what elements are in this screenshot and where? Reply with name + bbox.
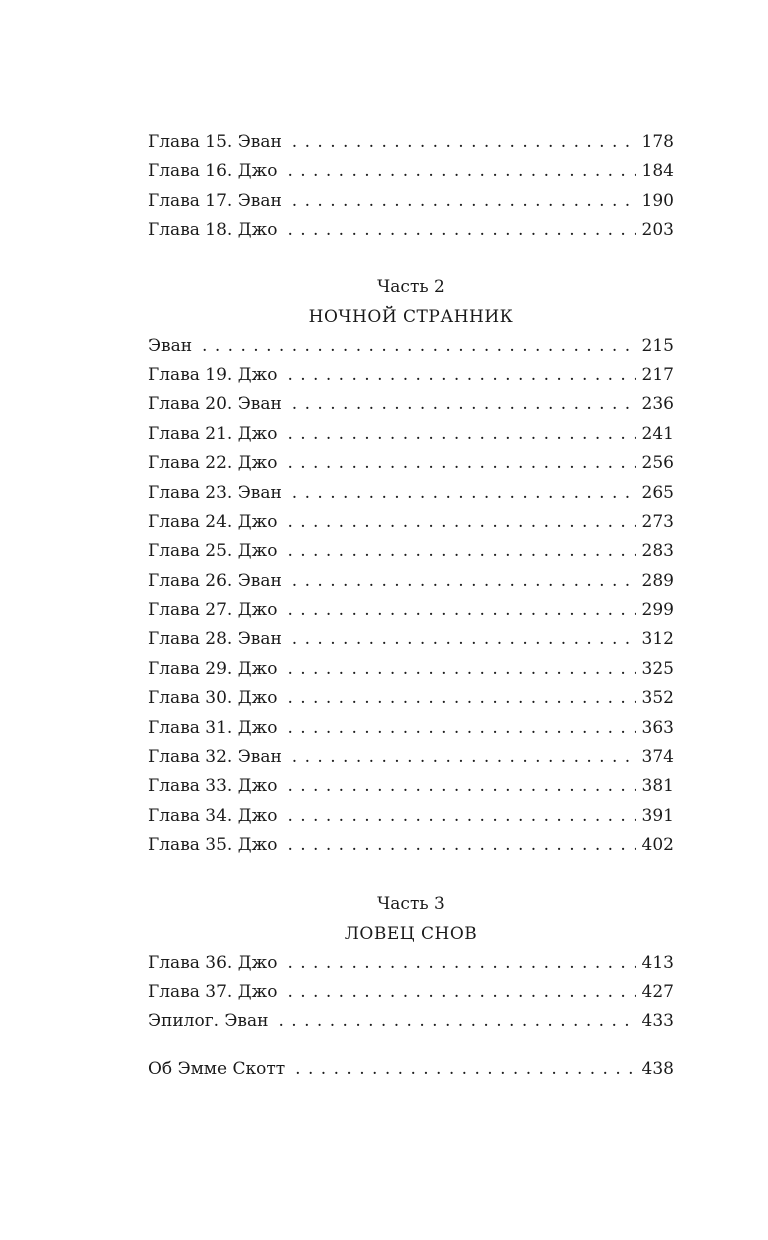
toc-entry[interactable] [148, 128, 674, 157]
toc-entry-title: Глава 35. Джо [148, 835, 278, 856]
toc-entry-title: Глава 31. Джо [148, 717, 278, 738]
toc-entry-title: Глава 33. Джо [148, 776, 278, 797]
toc-entry-title: Глава 15. Эван [148, 132, 282, 152]
table-of-contents [148, 128, 674, 1084]
toc-leader-dots [287, 772, 635, 801]
toc-entry-title: Глава 28. Эван [148, 629, 282, 650]
toc-entry[interactable] [148, 537, 674, 566]
toc-entry-title: Глава 19. Джо [148, 364, 278, 385]
toc-entry[interactable] [148, 949, 674, 978]
toc-entry-title: Глава 18. Джо [148, 220, 278, 241]
toc-leader-dots [287, 831, 635, 860]
toc-leader-dots [292, 128, 636, 157]
toc-entry[interactable] [148, 978, 674, 1007]
part-label: Часть 2 [377, 276, 445, 297]
toc-entry[interactable] [148, 157, 674, 186]
toc-entry-title: Глава 22. Джо [148, 453, 278, 474]
toc-entry[interactable] [148, 508, 674, 537]
toc-leader-dots [287, 361, 635, 390]
toc-entry[interactable] [148, 361, 674, 390]
toc-leader-dots [292, 390, 636, 419]
toc-entry-page: 256 [641, 453, 674, 474]
toc-entry-page: 190 [641, 190, 674, 211]
toc-entry-page: 283 [641, 541, 674, 562]
toc-leader-dots [287, 714, 635, 743]
toc-closing-section [148, 1055, 674, 1084]
toc-entry-title: Глава 34. Джо [148, 805, 278, 826]
toc-leader-dots [292, 479, 636, 508]
toc-leader-dots [278, 1007, 635, 1036]
toc-entry-page: 363 [641, 717, 674, 738]
toc-section-continued [148, 128, 674, 246]
part-title: НОЧНОЙ СТРАННИК [308, 306, 514, 327]
part-2-section [148, 273, 674, 861]
toc-entry-page: 215 [641, 335, 674, 356]
toc-entry[interactable] [148, 772, 674, 801]
toc-entry[interactable] [148, 625, 674, 654]
toc-leader-dots [292, 567, 636, 596]
toc-list [148, 949, 674, 1037]
toc-entry[interactable] [148, 684, 674, 713]
toc-entry-title: Об Эмме Скотт [148, 1058, 286, 1079]
toc-entry-page: 236 [641, 394, 674, 415]
toc-entry-page: 402 [641, 835, 674, 856]
toc-entry[interactable] [148, 216, 674, 245]
toc-entry[interactable] [148, 1007, 674, 1036]
part-3-section [148, 890, 674, 1037]
toc-entry-title: Глава 21. Джо [148, 423, 278, 444]
toc-entry-page: 203 [641, 220, 674, 241]
toc-entry[interactable] [148, 714, 674, 743]
toc-entry-page: 381 [641, 776, 674, 797]
toc-leader-dots [292, 187, 636, 216]
toc-entry[interactable] [148, 567, 674, 596]
toc-entry-title: Эпилог. Эван [148, 1011, 269, 1032]
toc-leader-dots [287, 157, 635, 186]
toc-entry-title: Эван [148, 335, 193, 356]
toc-entry-title: Глава 23. Эван [148, 482, 282, 503]
toc-leader-dots [287, 508, 635, 537]
toc-entry[interactable] [148, 420, 674, 449]
toc-entry-page: 265 [641, 482, 674, 503]
toc-entry-page: 433 [641, 1011, 674, 1032]
toc-entry-page: 184 [641, 161, 674, 182]
toc-entry[interactable] [148, 390, 674, 419]
toc-entry-page: 289 [641, 570, 674, 591]
toc-entry-page: 438 [641, 1058, 674, 1079]
toc-leader-dots [287, 949, 635, 978]
toc-list [148, 332, 674, 861]
toc-leader-dots [202, 332, 636, 361]
toc-leader-dots [295, 1055, 635, 1084]
toc-leader-dots [287, 449, 635, 478]
toc-entry[interactable] [148, 332, 674, 361]
toc-entry[interactable] [148, 655, 674, 684]
toc-leader-dots [287, 978, 635, 1007]
toc-entry-title: Глава 20. Эван [148, 394, 282, 415]
toc-entry-title: Глава 16. Джо [148, 161, 278, 182]
toc-entry[interactable] [148, 187, 674, 216]
toc-entry-page: 178 [641, 132, 674, 152]
toc-entry[interactable] [148, 831, 674, 860]
toc-entry-page: 241 [641, 423, 674, 444]
toc-leader-dots [287, 420, 635, 449]
part-label: Часть 3 [377, 893, 445, 914]
toc-leader-dots [287, 655, 635, 684]
toc-entry-title: Глава 17. Эван [148, 190, 282, 211]
toc-entry-title: Глава 36. Джо [148, 952, 278, 973]
toc-entry-title: Глава 26. Эван [148, 570, 282, 591]
toc-entry-page: 299 [641, 600, 674, 621]
toc-leader-dots [292, 743, 636, 772]
toc-entry-title: Глава 25. Джо [148, 541, 278, 562]
toc-entry-page: 312 [641, 629, 674, 650]
toc-entry[interactable] [148, 802, 674, 831]
toc-entry-title: Глава 27. Джо [148, 600, 278, 621]
toc-entry[interactable] [148, 479, 674, 508]
toc-leader-dots [287, 596, 635, 625]
toc-entry-title: Глава 37. Джо [148, 981, 278, 1002]
toc-entry-title: Глава 30. Джо [148, 688, 278, 709]
toc-entry-title: Глава 32. Эван [148, 747, 282, 768]
toc-leader-dots [287, 537, 635, 566]
toc-entry-page: 217 [641, 364, 674, 385]
toc-entry[interactable] [148, 743, 674, 772]
toc-leader-dots [287, 216, 635, 245]
toc-entry-page: 427 [641, 981, 674, 1002]
toc-entry[interactable] [148, 1055, 674, 1084]
toc-entry-page: 413 [641, 952, 674, 973]
toc-leader-dots [292, 625, 636, 654]
toc-leader-dots [287, 802, 635, 831]
toc-entry-page: 374 [641, 747, 674, 768]
part-title: ЛОВЕЦ СНОВ [344, 923, 478, 944]
toc-entry-title: Глава 29. Джо [148, 658, 278, 679]
toc-entry-page: 391 [641, 805, 674, 826]
toc-leader-dots [287, 684, 635, 713]
toc-entry-title: Глава 24. Джо [148, 511, 278, 532]
toc-entry-page: 325 [641, 658, 674, 679]
toc-entry-page: 273 [641, 511, 674, 532]
toc-entry[interactable] [148, 449, 674, 478]
toc-entry[interactable] [148, 596, 674, 625]
toc-entry-page: 352 [641, 688, 674, 709]
